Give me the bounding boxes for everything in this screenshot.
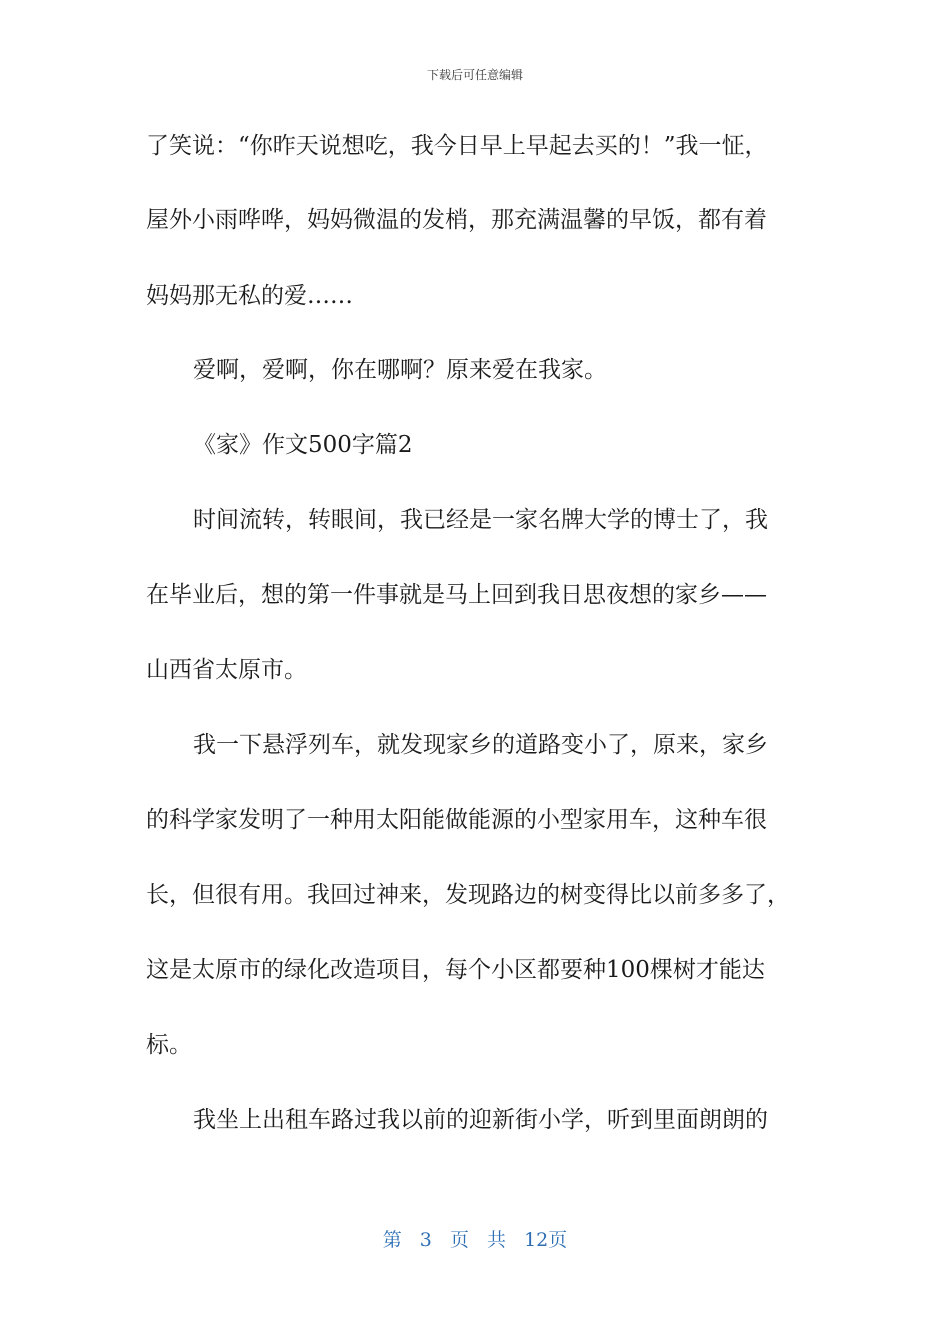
text-line: 我一下悬浮列车，就发现家乡的道路变小了，原来，家乡 <box>193 732 768 758</box>
text-line: 在毕业后，想的第一件事就是马上回到我日思夜想的家乡—— <box>146 582 767 608</box>
page-footer <box>0 1225 950 1252</box>
footer-label: 共 <box>487 1229 507 1251</box>
page-number: 3 <box>419 1229 432 1251</box>
text-line: 标。 <box>146 1032 192 1058</box>
text-line: 山西省太原市。 <box>146 657 307 683</box>
page-header: 下载后可任意编辑 <box>426 68 523 82</box>
text-line: 妈妈那无私的爱…… <box>146 283 353 309</box>
text-line: 了笑说：“你昨天说想吃，我今日早上早起去买的！”我一怔， <box>146 133 768 159</box>
text-line: 这是太原市的绿化改造项目，每个小区都要种100棵树才能达 <box>146 957 765 983</box>
footer-label: 页 <box>449 1229 469 1251</box>
text-line: 长，但很有用。我回过神来，发现路边的树变得比以前多多了， <box>146 882 790 908</box>
text-line: 我坐上出租车路过我以前的迎新街小学，听到里面朗朗的 <box>193 1107 768 1133</box>
text-line: 爱啊，爱啊，你在哪啊？原来爱在我家。 <box>193 357 607 383</box>
footer-label: 第 <box>382 1229 402 1251</box>
text-line: 屋外小雨哗哗，妈妈微温的发梢，那充满温馨的早饭，都有着 <box>146 207 767 233</box>
page-total: 12页 <box>524 1229 568 1251</box>
text-line: 时间流转，转眼间，我已经是一家名牌大学的博士了，我 <box>193 507 768 533</box>
text-line: 的科学家发明了一种用太阳能做能源的小型家用车，这种车很 <box>146 807 767 833</box>
section-title: 《家》作文500字篇2 <box>193 432 413 458</box>
